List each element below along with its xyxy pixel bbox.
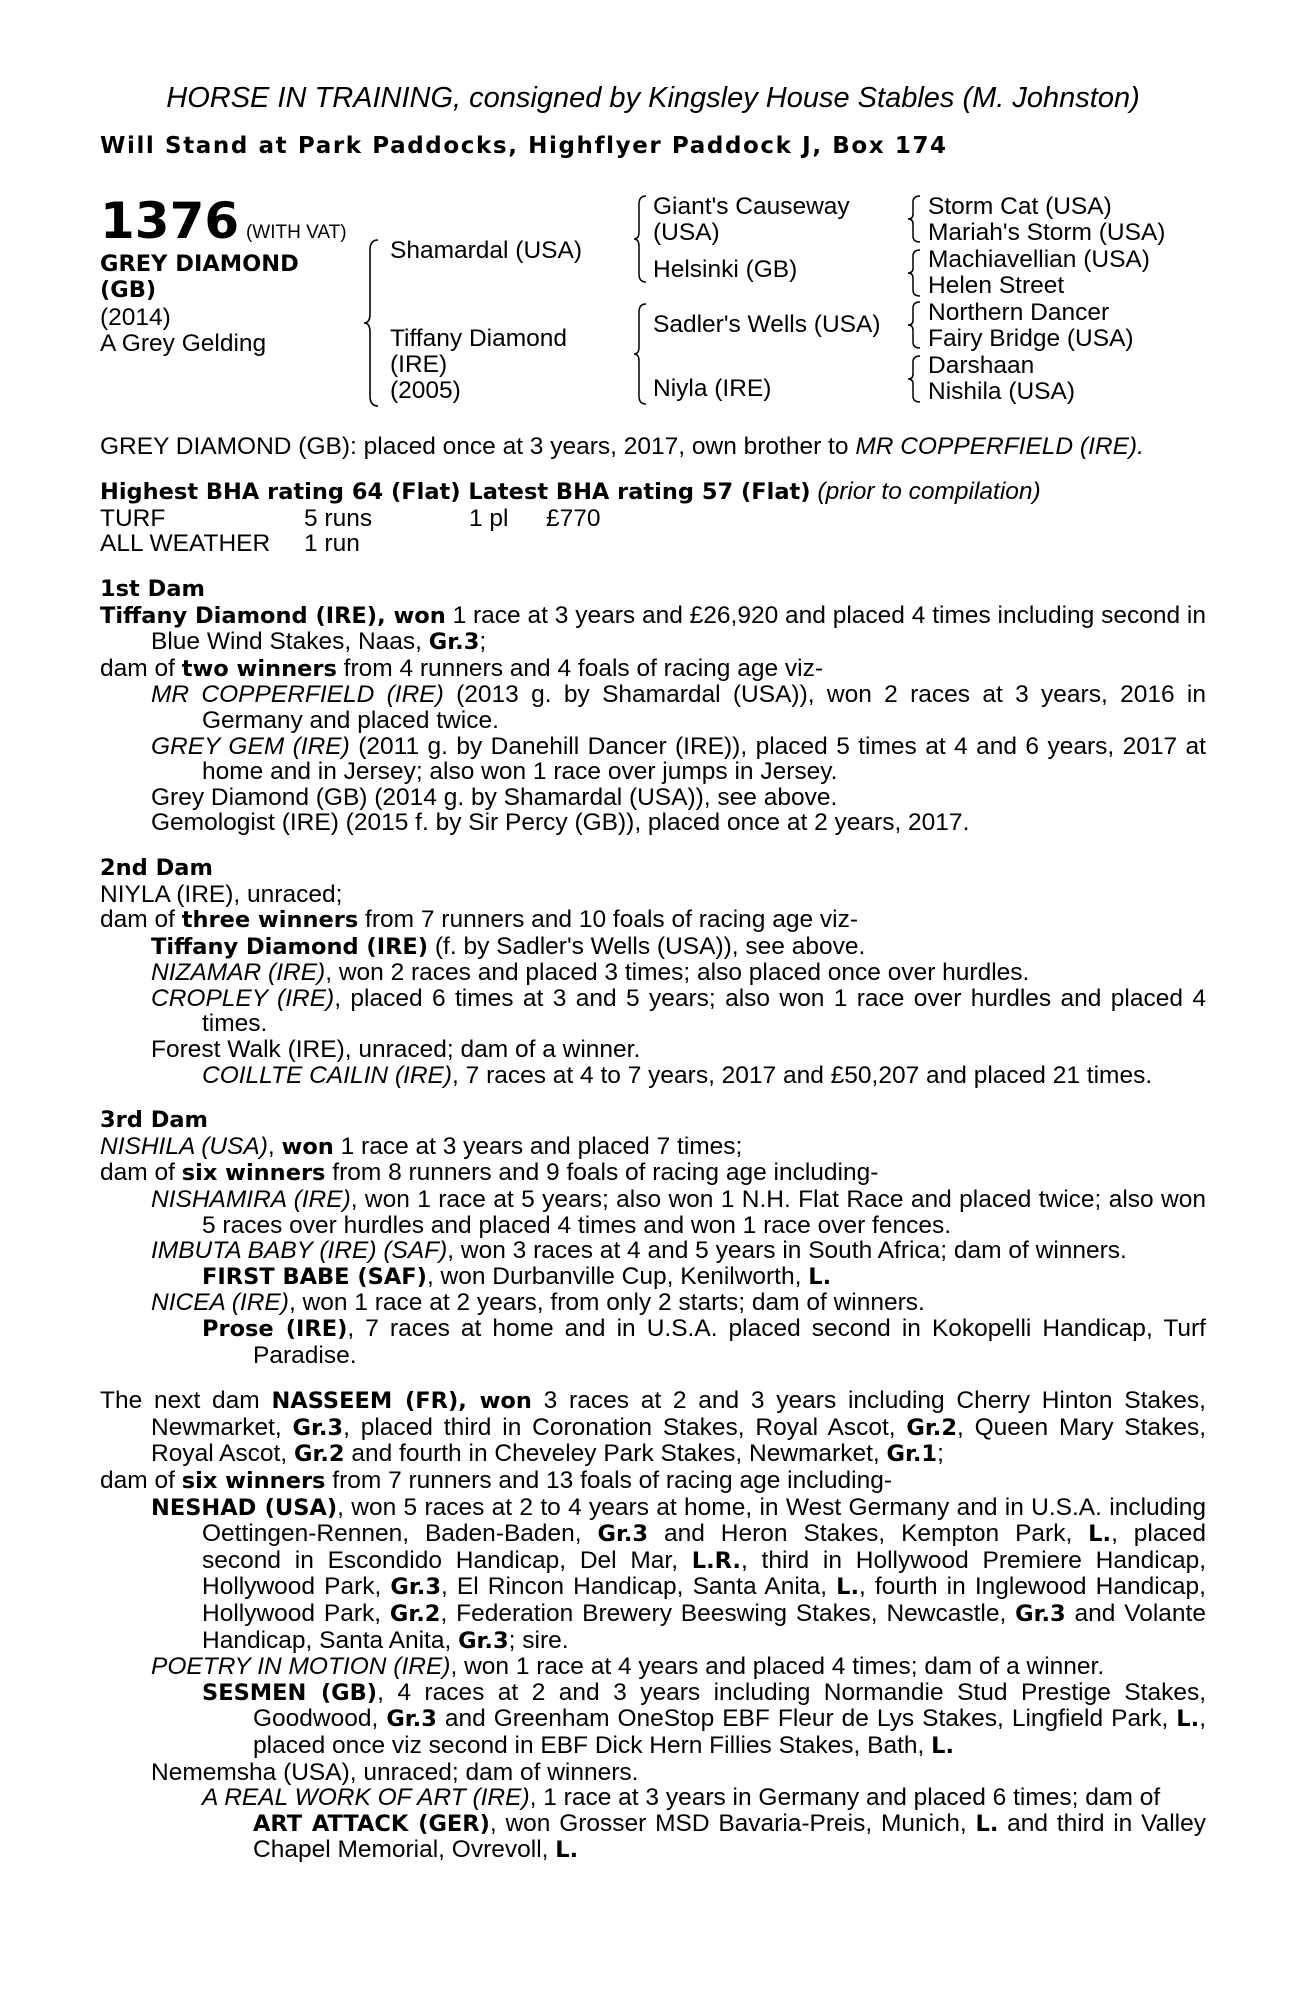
second-dam-section [100,856,1206,1088]
lot-header [100,191,347,250]
produce-entry: Gemologist (IRE) (2015 f. by Sir Percy (GB)), placed once at 2 years, 2017. [151,809,970,837]
sire-sire-line2: (USA) [653,218,720,246]
pedigree-brace-gen3-2 [906,248,922,298]
sire-dam: Helsinki (GB) [653,255,798,283]
all-weather-record: ALL WEATHER 1 run [100,530,360,558]
bha-rating: Highest BHA rating 64 (Flat) Latest BHA rating 57 (Flat) (prior to compilation) [100,478,1041,506]
produce-entry: MR COPPERFIELD (IRE) (2013 g. by Shamardal (USA)), won 2 races at 3 years, 2016 in Germany and placed twice. [151,681,1206,734]
produce-entry: NISHAMIRA (IRE), won 1 race at 5 years; also won 1 N.H. Flat Race and placed twice; also won 5 races over hurdles and placed 4 times and won 1 race over fences. [151,1186,1206,1239]
gen3-dds: Darshaan [928,351,1035,379]
pedigree-brace-gen3-3 [906,300,922,350]
pedigree-brace-gen3-4 [906,354,922,404]
produce-entry: ART ATTACK (GER), won Grosser MSD Bavaria-Preis, Munich, L. and third in Valley Chapel Memorial, Ovrevoll, L. [253,1809,1206,1864]
produce-entry: NIZAMAR (IRE), won 2 races and placed 3 times; also placed once over hurdles. [151,959,1030,987]
produce-entry: NESHAD (USA), won 5 races at 2 to 4 years at home, in West Germany and in U.S.A. including Oettingen-Rennen, Baden-Baden, Gr.3 and Heron Stakes, Kempton Park, L., placed second in Escondido Handicap, Del Mar, L.R., third in Hollywood Premiere Handicap, Hollywood Park, Gr.3, El Rincon Handicap, Santa Anita, L., fourth in Inglewood Handicap, Hollywood Park, Gr.2, Federation Brewery Beeswing Stakes, Newcastle, Gr.3 and Volante Handicap, Santa Anita, Gr.3; sire. [151,1493,1207,1654]
produce-entry: IMBUTA BABY (IRE) (SAF), won 3 races at 4 and 5 years in South Africa; dam of winners. [151,1237,1127,1265]
produce-summary: dam of six winners from 7 runners and 13 foals of racing age including- [100,1466,893,1494]
gen3-dsd: Fairy Bridge (USA) [928,324,1134,352]
produce-entry: NICEA (IRE), won 1 race at 2 years, from only 2 starts; dam of winners. [151,1289,925,1317]
gen3-dss: Northern Dancer [928,298,1110,326]
dam-entry: NIYLA (IRE), unraced; [100,880,343,908]
produce-entry: COILLTE CAILIN (IRE), 7 races at 4 to 7 years, 2017 and £50,207 and placed 21 times. [202,1061,1153,1089]
produce-entry: Prose (IRE), 7 races at home and in U.S.A. placed second in Kokopelli Handicap, Turf Paradise. [202,1315,1206,1369]
horse-name: GREY DIAMOND [100,250,299,277]
ratings-block [100,479,1206,557]
gen3-ddd: Nishila (USA) [928,377,1076,405]
produce-entry: POETRY IN MOTION (IRE), won 1 race at 4 years and placed 4 times; dam of a winner. [151,1653,1105,1681]
horse-name-country: (GB) [100,276,157,303]
produce-entry: GREY GEM (IRE) (2011 g. by Danehill Dancer (IRE)), placed 5 times at 4 and 6 years, 2017 at home and in Jersey; also won 1 race over jumps in Jersey. [151,732,1206,786]
produce-entry: SESMEN (GB), 4 races at 2 and 3 years including Normandie Stud Prestige Stakes, Goodwood, Gr.3 and Greenham OneStop EBF Fleur de Lys Stakes, Lingfield Park, L., placed once viz second in EBF Dick Hern Fillies Stakes, Bath, L. [202,1678,1207,1759]
dam-sire: Sadler's Wells (USA) [653,310,881,338]
next-dam-section [100,1388,1206,1864]
third-dam-section [100,1108,1206,1368]
dam-entry: NISHILA (USA), won 1 race at 3 years and placed 7 times; [100,1132,743,1160]
produce-summary: dam of three winners from 7 runners and 10 foals of racing age viz- [100,906,859,934]
gen3-sss: Storm Cat (USA) [928,192,1112,220]
dam-line3: (2005) [390,376,461,404]
section-heading: 1st Dam [100,575,205,602]
produce-entry: Forest Walk (IRE), unraced; dam of a winner. [151,1036,641,1064]
pedigree-brace-main [362,238,380,408]
pedigree-brace-sire [632,194,648,284]
dam-dam: Niyla (IRE) [653,374,772,402]
page-header: HORSE IN TRAINING, consigned by Kingsley House Stables (M. Johnston) [166,82,1140,114]
horse-year: (2014) [100,303,171,331]
first-dam-section [100,577,1206,836]
summary-line: GREY DIAMOND (GB): placed once at 3 years, 2017, own brother to MR COPPERFIELD (IRE). [100,432,1144,460]
gen3-sds: Machiavellian (USA) [928,245,1150,273]
produce-summary: dam of six winners from 8 runners and 9 foals of racing age including- [100,1159,879,1187]
produce-entry: Tiffany Diamond (IRE) (f. by Sadler's Wells (USA)), see above. [151,932,866,960]
section-heading: 2nd Dam [100,854,213,881]
stand-location: Will Stand at Park Paddocks, Highflyer Paddock J, Box 174 [100,133,948,159]
produce-entry: A REAL WORK OF ART (IRE), 1 race at 3 years in Germany and placed 6 times; dam of [202,1784,1161,1812]
produce-entry: Grey Diamond (GB) (2014 g. by Shamardal (USA)), see above. [151,783,838,811]
horse-description: A Grey Gelding [100,329,267,357]
produce-entry: Nememsha (USA), unraced; dam of winners. [151,1758,639,1786]
gen3-sdd: Helen Street [928,271,1065,299]
lot-number: 1376 [100,191,240,250]
sire-sire-line1: Giant's Causeway [653,192,850,220]
section-heading: 3rd Dam [100,1107,208,1134]
produce-summary: dam of two winners from 4 runners and 4 foals of racing age viz- [100,654,824,682]
lot-vat: (WITH VAT) [245,221,347,243]
dam-entry: The next dam NASSEEM (FR), won 3 races at 2 and 3 years including Cherry Hinton Stakes, Newmarket, Gr.3, placed third in Coronation Stakes, Royal Ascot, Gr.2, Queen Mary Stakes, Royal Ascot, Gr.2 and fourth in Cheveley Park Stakes, Newmarket, Gr.1; [100,1387,1206,1468]
dam-line2: (IRE) [390,350,448,378]
pedigree-brace-dam [632,302,648,406]
pedigree-block [100,190,1206,418]
produce-entry: CROPLEY (IRE), placed 6 times at 3 and 5 years; also won 1 race over hurdles and placed 4 times. [151,984,1206,1038]
dam-entry: Tiffany Diamond (IRE), won 1 race at 3 years and £26,920 and placed 4 times including second in Blue Wind Stakes, Naas, Gr.3; [100,601,1206,656]
catalogue-page [100,82,1206,1864]
sire: Shamardal (USA) [390,236,582,264]
produce-entry: FIRST BABE (SAF), won Durbanville Cup, Kenilworth, L. [202,1262,832,1290]
dam-line1: Tiffany Diamond [390,324,568,352]
turf-record: TURF 5 runs 1 pl £770 [100,504,601,532]
pedigree-brace-gen3-1 [906,194,922,244]
gen3-ssd: Mariah's Storm (USA) [928,218,1166,246]
